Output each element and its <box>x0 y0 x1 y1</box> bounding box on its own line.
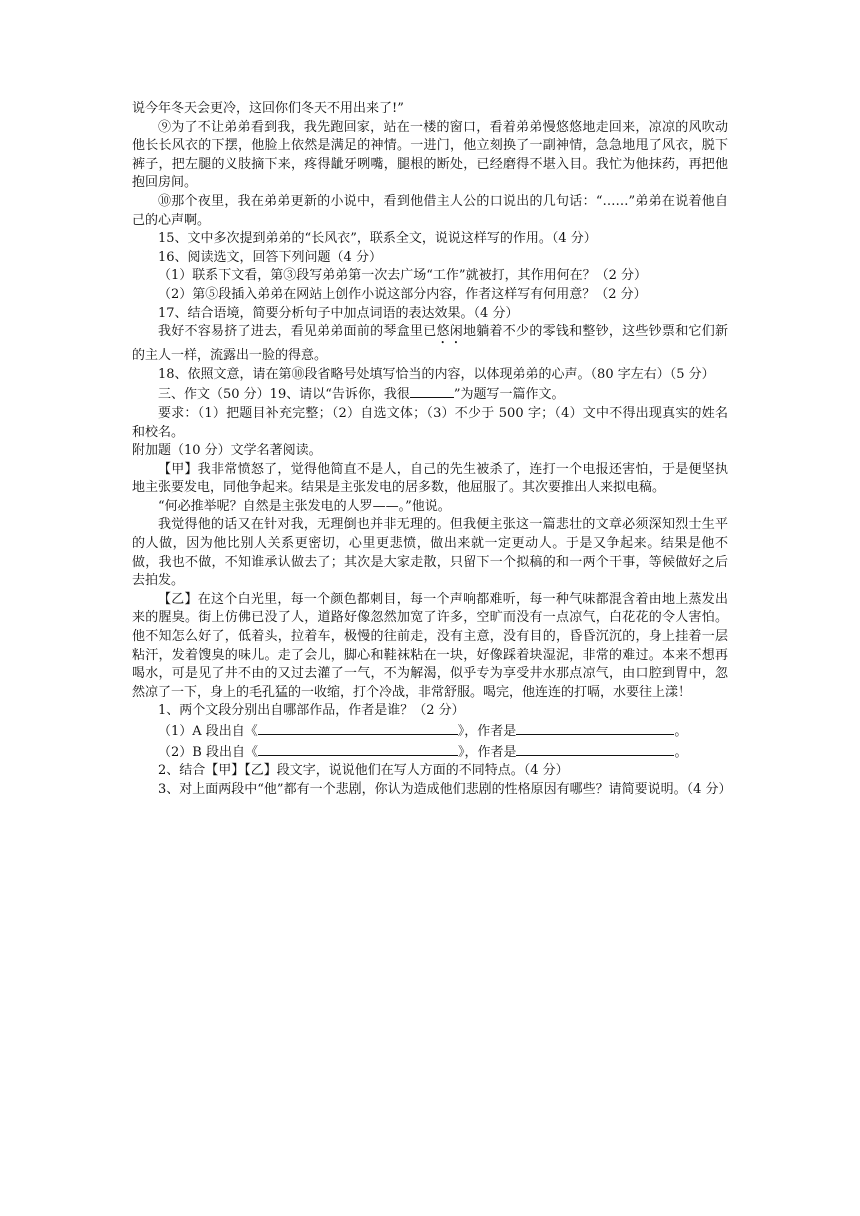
b-end: 。 <box>674 744 688 760</box>
bonus-question-2: 2、结合【甲】【乙】段文字，说说他们在写人方面的不同特点。（4 分） <box>158 763 569 779</box>
paragraph-continuation: 说今年冬天会更冷，这回你们冬天不用出来了!” <box>132 101 404 116</box>
composition-requirements: 要求：（1）把题目补充完整；（2）自选文体；（3）不少于 500 字；（4）文中不得出现真实的姓名和校名。 <box>132 405 728 440</box>
question-16: 16、阅读选文，回答下列问题（4 分） <box>158 249 382 265</box>
question-18: 18、依照文意，请在第⑩段省略号处填写恰当的内容，以体现弟弟的心声。（80 字左右）（5 分） <box>158 366 715 382</box>
composition-suffix: ”为题写一篇作文。 <box>453 387 565 403</box>
question-15: 15、文中多次提到弟弟的“长风衣”，联系全文，说说这样写的作用。（4 分） <box>158 231 597 247</box>
passage-jia-3: 我觉得他的话又在针对我，无理倒也并非无理的。但我便主张这一篇悲壮的文章必须深知烈士生平的人做，因为他比别人关系更密切，心里更悲愤，做出来就一定更动人。于是又争起来。结果是他不做，我也不做，不知谁承认做去了；其次是大家走散，只留下一个拟稿的和一两个干事，等候做好之后去拍发。 <box>132 517 728 589</box>
bonus-question-1-a <box>132 721 728 742</box>
b-prefix: （2）B 段出自《 <box>158 744 258 760</box>
b-middle: 》，作者是 <box>457 744 517 760</box>
composition-title <box>132 384 728 405</box>
passage-jia-2: “何必推举呢？自然是主张发电的人罗——。”他说。 <box>158 498 451 514</box>
composition-prefix: 三、作文（50 分）19、请以“告诉你，我很 <box>158 387 410 403</box>
emphasized-word: 悠闲 <box>436 324 464 340</box>
paragraph-9: ⑨为了不让弟弟看到我，我先跑回家，站在一楼的窗口，看着弟弟慢悠悠地走回来，凉凉的风吹动他长长风衣的下摆，他脸上依然是满足的神情。一进门，他立刻换了一副神情，急急地甩了风衣，脱下裤子，把左腿的义肢摘下来，疼得龇牙咧嘴，腿根的断处，已经磨得不堪入目。我忙为他抹药，再把他抱回房间。 <box>132 119 728 191</box>
b-work-blank <box>258 742 458 756</box>
a-work-blank <box>258 721 458 735</box>
a-author-blank <box>516 721 674 735</box>
question-17: 17、结合语境，简要分析句子中加点词语的表达效果。（4 分） <box>158 305 519 321</box>
title-blank <box>410 384 454 398</box>
exam-page <box>132 100 732 799</box>
paragraph-10: ⑩那个夜里，我在弟弟更新的小说中，看到他借主人公的口说出的几句话：“……”弟弟在说着他自己的心声啊。 <box>132 193 728 228</box>
question-16-1: （1）联系下文看，第③段写弟弟第一次去广场“工作”就被打，其作用何在？（2 分） <box>158 268 647 284</box>
bonus-question-1: 1、两个文段分别出自哪部作品，作者是谁？（2 分） <box>158 703 465 719</box>
passage-jia-1: 【甲】我非常愤怒了，觉得他简直不是人，自己的先生被杀了，连打一个电报还害怕，于是便坚执地主张要发电，同他争起来。结果是主张发电的居多数，他屈服了。其次要推出人来拟电稿。 <box>132 461 728 496</box>
bonus-question-1-b <box>132 742 728 763</box>
passage-yi: 【乙】在这个白光里，每一个颜色都刺目，每一个声响都难听，每一种气味都混含着由地上蒸发出来的腥臭。街上仿佛已没了人，道路好像忽然加宽了许多，空旷而没有一点凉气，白花花的令人害怕。他不知怎么好了，低着头，拉着车，极慢的往前走，没有主意，没有目的，昏昏沉沉的，身上挂着一层粘汗，发着馊臭的味儿。走了会儿，脚心和鞋袜粘在一块，好像踩着块湿泥，非常的难过。本来不想再喝水，可是见了井不由的又过去灌了一气，不为解渴，似乎专为享受井水那点凉气，由口腔到胃中，忽然凉了一下，身上的毛孔猛的一收缩，打个冷战，非常舒服。喝完，他连连的打嗝，水要往上漾！ <box>132 591 728 700</box>
question-17-sentence <box>132 323 728 366</box>
sentence-part-2: 地躺着不少的零钱和整钞，这些钞票和它们新的主人一样，流露出一脸的得意。 <box>132 324 728 364</box>
b-author-blank <box>516 742 674 756</box>
a-middle: 》，作者是 <box>457 724 517 739</box>
bonus-question-3: 3、对上面两段中“他”都有一个悲剧，你认为造成他们悲剧的性格原因有哪些？请简要说明。（4 分） <box>158 781 732 797</box>
question-16-2: （2）第⑤段插入弟弟在网站上创作小说这部分内容，作者这样写有何用意？（2 分） <box>158 286 647 302</box>
sentence-part-1: 我好不容易挤了进去，看见弟弟面前的琴盒里已 <box>158 324 437 340</box>
a-prefix: （1）A 段出自《 <box>158 724 258 739</box>
bonus-heading: 附加题（10 分）文学名著阅读。 <box>132 443 322 459</box>
a-end: 。 <box>674 724 688 739</box>
